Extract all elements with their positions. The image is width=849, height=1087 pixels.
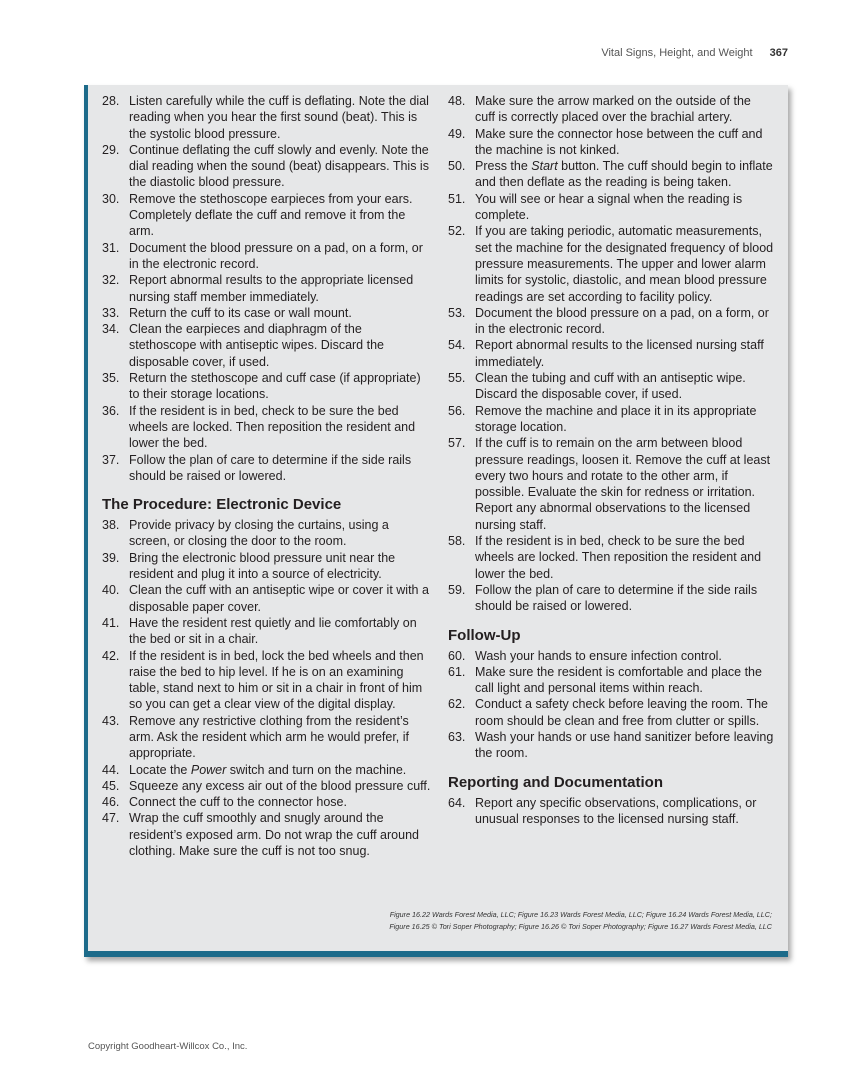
step-text-after: switch and turn on the machine. [226,762,407,777]
step-text: Wash your hands or use hand sanitizer before leaving the room. [475,729,774,761]
step-text: Bring the electronic blood pressure unit near the resident and plug it into a source of electricity. [129,550,396,582]
step-item [102,810,432,859]
step-item [102,582,432,615]
step-item [102,321,432,370]
copyright-notice: Copyright Goodheart-Willcox Co., Inc. [88,1041,248,1052]
step-number: 45. [102,778,120,793]
credits-line: Figure 16.25 © Tori Soper Photography; Figure 16.26 © Tori Soper Photography; Figure 16.27 Wards Forest Media, LLC [389,922,772,931]
step-item [448,337,774,370]
step-number: 30. [102,191,120,206]
step-text-before: Locate the [129,762,191,777]
step-item [102,142,432,191]
step-text: Make sure the arrow marked on the outside of the cuff is correctly placed over the brachial artery. [475,94,751,125]
step-number: 54. [448,338,466,353]
step-list [102,778,432,859]
step-text: Provide privacy by closing the curtains, using a screen, or closing the door to the room. [129,518,389,549]
step-item [448,582,774,615]
step-item [102,794,432,810]
step-number: 60. [448,648,466,663]
step-item [448,795,774,828]
step-number: 57. [448,436,466,451]
step-item [102,762,432,778]
step-text: Clean the tubing and cuff with an antiseptic wipe. Discard the disposable cover, if used. [475,371,746,402]
procedure-box [84,85,788,957]
step-number: 49. [448,126,466,141]
step-number: 44. [102,762,120,777]
running-head [601,47,788,59]
step-item [448,729,774,762]
step-text: Follow the plan of care to determine if the side rails should be raised or lowered. [129,452,412,483]
step-list [448,648,774,762]
step-number: 31. [102,240,120,255]
step-number: 61. [448,664,466,679]
step-number: 28. [102,94,120,108]
step-text: Make sure the resident is comfortable and place the call light and personal items within reach. [475,664,762,696]
step-number: 46. [102,795,120,810]
step-text: Return the cuff to its case or wall mount. [129,305,352,320]
step-number: 64. [448,795,466,810]
step-text: Report abnormal results to the licensed nursing staff immediately. [475,338,764,369]
step-number: 37. [102,452,120,467]
step-text: Clean the cuff with an antiseptic wipe or cover it with a disposable paper cover. [129,583,429,614]
step-item [102,370,432,403]
step-number: 52. [448,224,466,239]
figure-credits [302,909,772,933]
step-item [102,713,432,762]
step-item [448,191,774,224]
step-text: Remove the machine and place it in its appropriate storage location. [475,403,757,434]
step-text: Have the resident rest quietly and lie comfortably on the bed or sit in a chair. [129,615,417,647]
step-text: Wash your hands to ensure infection control. [475,648,722,663]
step-item [448,648,774,664]
step-text: Clean the earpieces and diaphragm of the stethoscope with antiseptic wipes. Discard the disposable cover, if used. [129,322,384,369]
step-number: 47. [102,811,120,826]
step-text: Remove any restrictive clothing from the resident’s arm. Ask the resident which arm he would prefer, if appropriate. [129,713,409,761]
step-number: 58. [448,534,466,549]
step-text: Report abnormal results to the appropriate licensed nursing staff member immediately. [129,273,414,304]
step-number: 34. [102,322,120,337]
step-text-before: Press the [475,159,532,174]
step-item [102,93,432,142]
step-list [448,795,774,828]
step-item [102,615,432,648]
step-number: 56. [448,403,466,418]
step-number: 50. [448,159,466,174]
step-number: 39. [102,550,120,565]
step-text-emphasis: Power [190,762,227,777]
heading-electronic-device: The Procedure: Electronic Device [102,496,342,514]
step-text: Document the blood pressure on a pad, on a form, or in the electronic record. [129,240,423,271]
step-number: 36. [102,403,120,418]
step-text: If the cuff is to remain on the arm between blood pressure readings, loosen it. Remove the cuff at least every two hours and rotate to the other arm, if possible. Evaluate the skin for redness or irritation. Report any abnormal observations to the licensed nursing staff. [475,436,771,532]
step-list [102,517,432,761]
step-item [448,370,774,403]
step-text: If the resident is in bed, lock the bed wheels and then raise the bed to hip level. If he is on an examining table, stand next to him or sit in a chair in front of him so you can get a clear view of the digital display. [129,648,424,712]
step-number: 51. [448,191,466,206]
step-number: 40. [102,583,120,598]
step-item [448,158,774,191]
step-item [448,435,774,533]
step-item [102,240,432,273]
step-number: 41. [102,615,120,630]
step-number: 48. [448,94,466,108]
step-item [448,533,774,582]
step-text: Remove the stethoscope earpieces from your ears. Completely deflate the cuff and remove it from the arm. [129,191,413,239]
right-column [448,93,774,827]
step-list [448,93,774,158]
step-text: You will see or hear a signal when the reading is complete. [475,191,743,223]
heading-reporting-documentation: Reporting and Documentation [448,773,663,791]
step-text: Continue deflating the cuff slowly and evenly. Note the dial reading when the sound (beat) disappears. This is the diastolic blood pressure. [129,142,429,190]
step-item [448,664,774,697]
step-item [448,696,774,729]
step-item [102,403,432,452]
step-item [102,191,432,240]
step-number: 62. [448,697,466,712]
step-number: 43. [102,713,120,728]
step-list [448,158,774,191]
step-item [102,305,432,321]
step-text: Squeeze any excess air out of the blood pressure cuff. [129,778,431,793]
step-text: Wrap the cuff smoothly and snugly around the resident’s exposed arm. Do not wrap the cuff around clothing. Make sure the cuff is not too snug. [129,811,419,859]
step-item [448,403,774,436]
step-text: Connect the cuff to the connector hose. [129,795,347,810]
step-text: Document the blood pressure on a pad, on a form, or in the electronic record. [475,305,769,337]
step-number: 33. [102,305,120,320]
step-item [102,517,432,550]
page-number: 367 [769,47,788,59]
heading-follow-up: Follow-Up [448,626,521,644]
step-item [448,93,774,126]
step-item [102,648,432,713]
step-item [102,778,432,794]
step-text: Return the stethoscope and cuff case (if appropriate) to their storage locations. [129,371,421,402]
step-item [448,126,774,159]
step-number: 55. [448,371,466,386]
step-text-emphasis: Start [531,159,558,174]
step-item [102,550,432,583]
step-list [448,191,774,615]
step-text: Conduct a safety check before leaving the room. The room should be clean and free from clutter or spills. [475,697,768,728]
step-number: 59. [448,582,466,597]
step-text: Follow the plan of care to determine if the side rails should be raised or lowered. [475,582,758,614]
step-text-after: button. The cuff should begin to inflate and then deflate as the reading is being taken. [475,159,773,190]
step-item [102,452,432,485]
running-head-section: Vital Signs, Height, and Weight [601,47,753,59]
step-text: Make sure the connector hose between the cuff and the machine is not kinked. [475,126,763,157]
credits-line: Figure 16.22 Wards Forest Media, LLC; Figure 16.23 Wards Forest Media, LLC; Figure 16.24 Wards Forest Media, LLC; [389,910,772,919]
step-list [102,93,432,484]
step-text: Listen carefully while the cuff is deflating. Note the dial reading when you hear the first sound (beat). This is the systolic blood pressure. [129,94,429,141]
step-text: If you are taking periodic, automatic measurements, set the machine for the designated frequency of blood pressure measurements. The upper and lower alarm limits for systolic, diastolic, and mean blood pressure readings are set according to facility policy. [475,224,774,304]
step-number: 32. [102,273,120,288]
step-number: 29. [102,142,120,157]
step-item [448,223,774,304]
left-column [102,93,432,859]
step-number: 38. [102,518,120,533]
step-list [102,762,432,778]
step-text: If the resident is in bed, check to be sure the bed wheels are locked. Then reposition the resident and lower the bed. [129,403,416,451]
step-number: 63. [448,729,466,744]
step-item [102,272,432,305]
step-number: 35. [102,371,120,386]
step-item [448,305,774,338]
step-text: Report any specific observations, complications, or unusual responses to the licensed nursing staff. [475,795,757,826]
step-number: 53. [448,305,466,320]
step-text: If the resident is in bed, check to be sure the bed wheels are locked. Then reposition the resident and lower the bed. [475,534,762,581]
step-number: 42. [102,648,120,663]
